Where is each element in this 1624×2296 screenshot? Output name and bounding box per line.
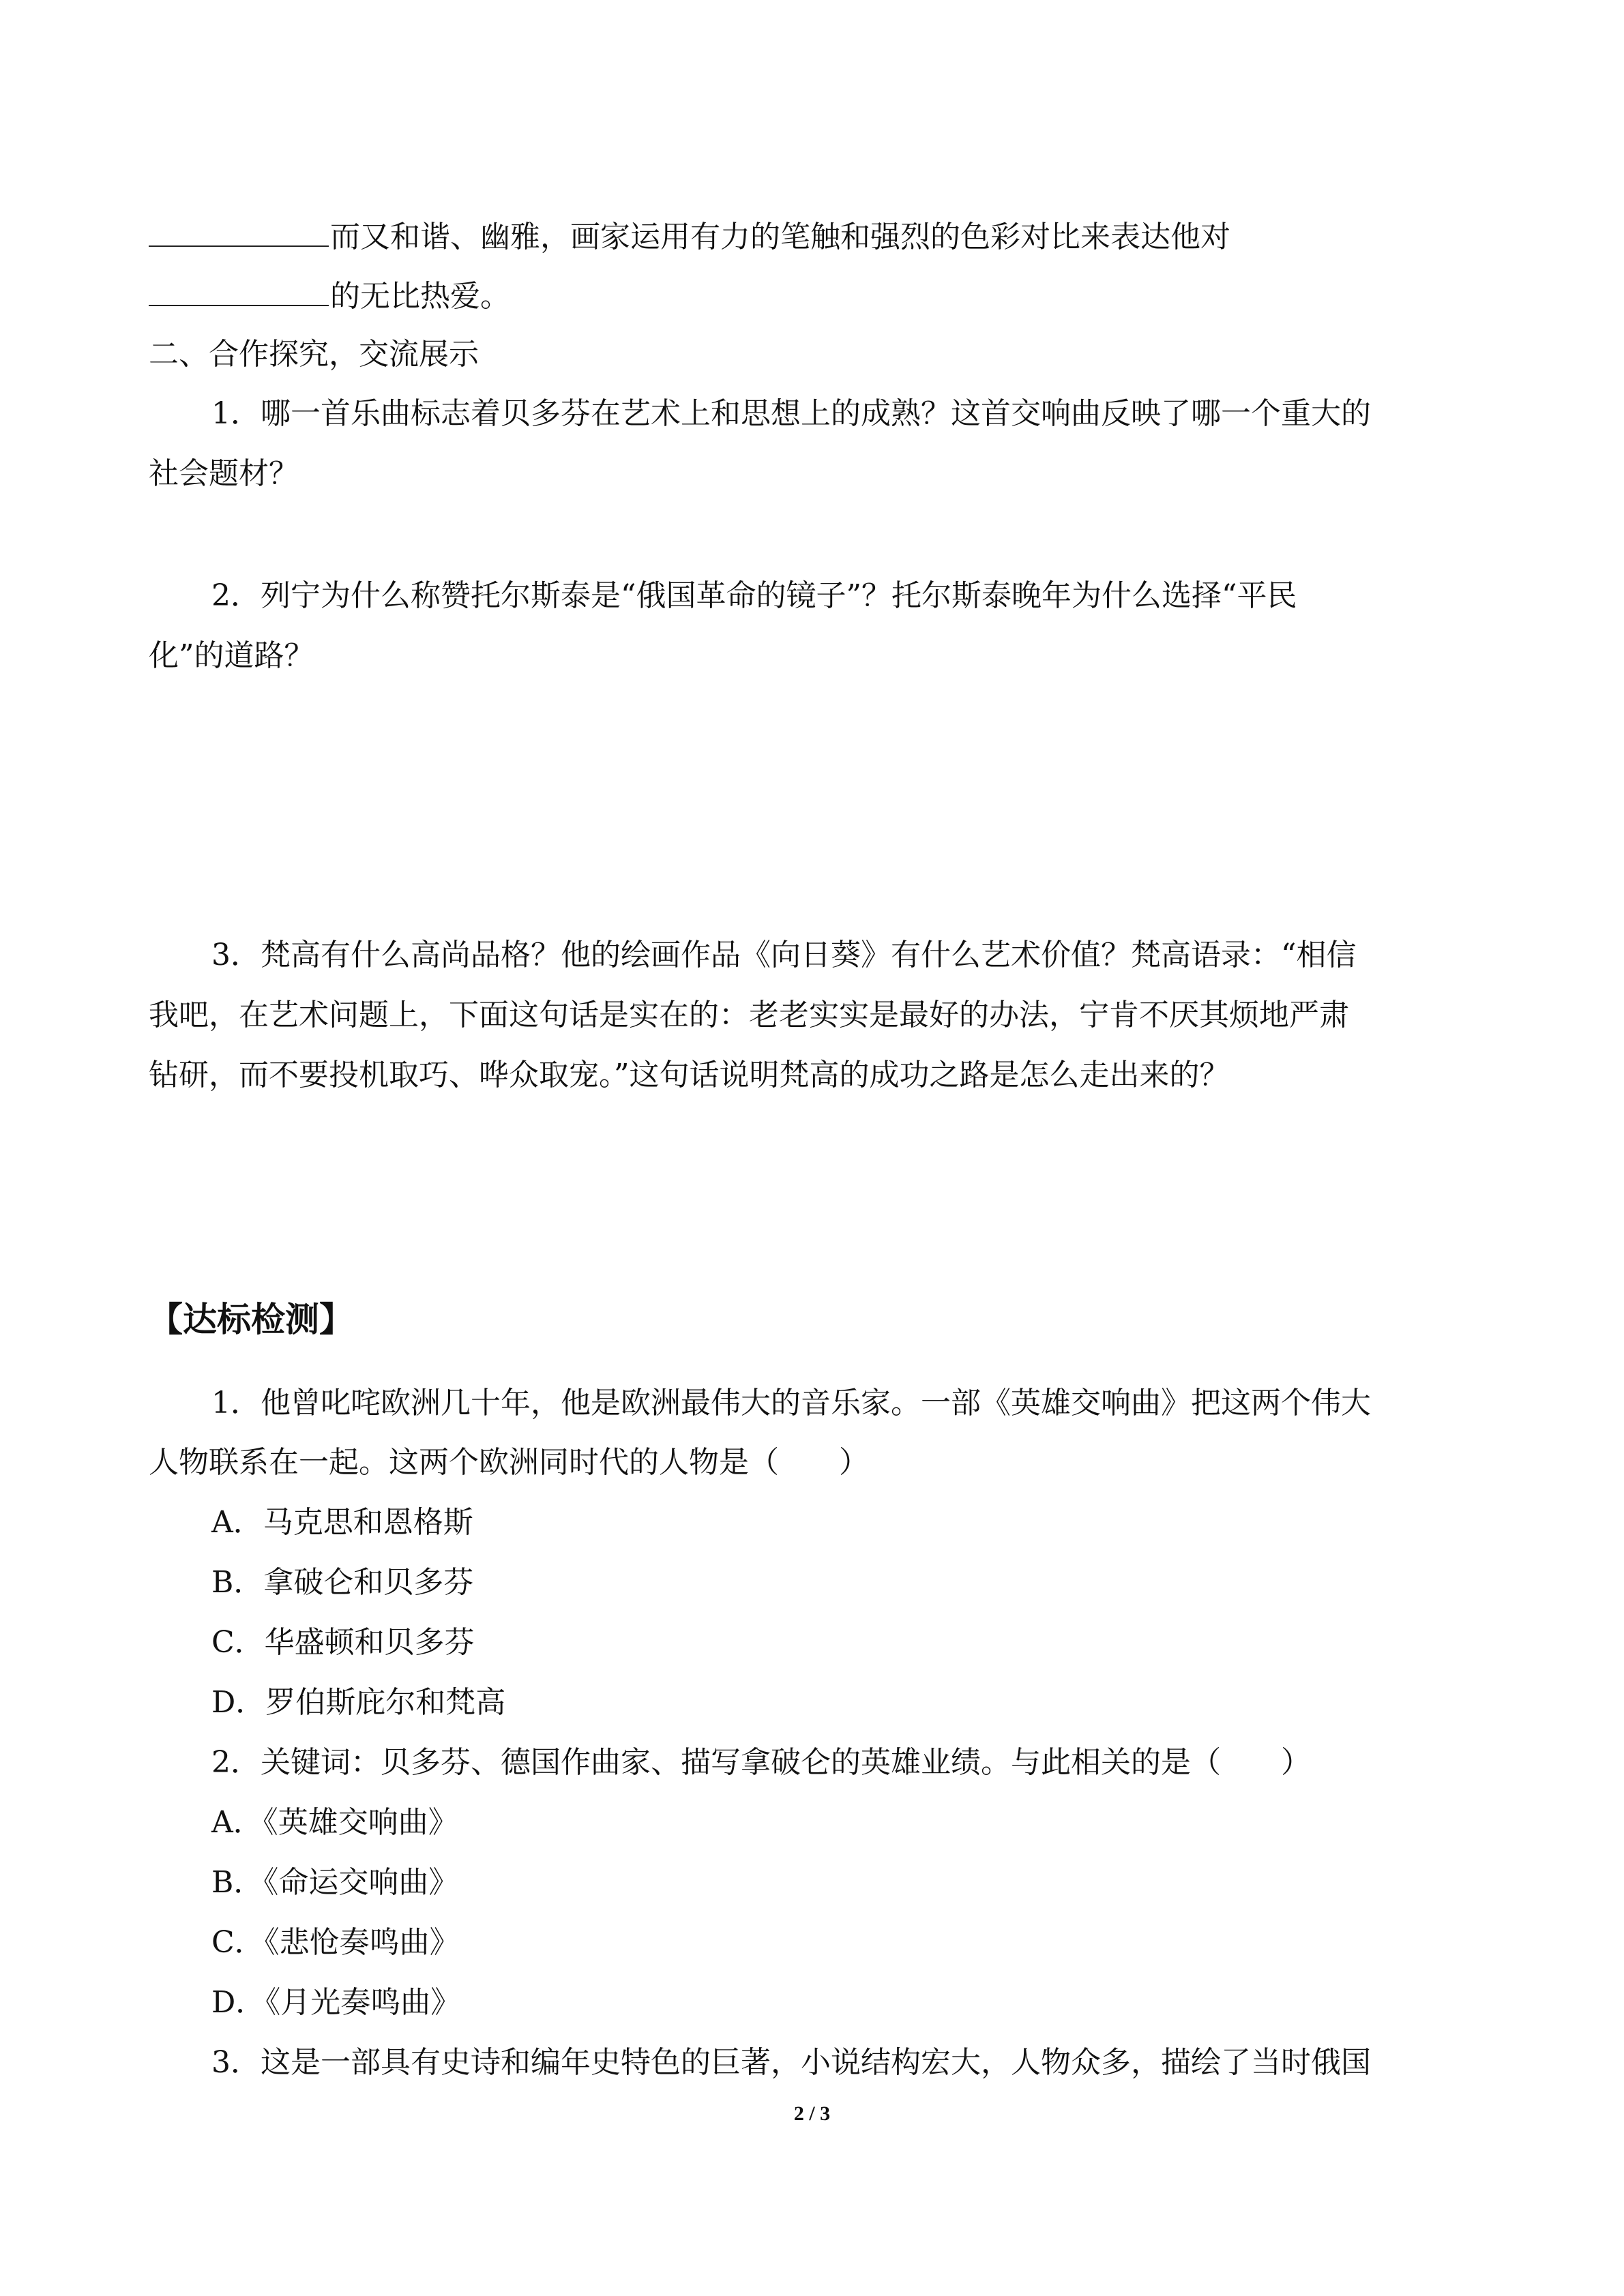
option-d[interactable]: D．《月光奏鸣曲》 bbox=[211, 1985, 461, 2020]
option-a[interactable]: A．马克思和恩格斯 bbox=[211, 1505, 473, 1540]
assessment-q2-line-1: 2．关键词：贝多芬、德国作曲家、描写拿破仑的英雄业绩。与此相关的是（ ） bbox=[211, 1745, 1311, 1780]
assessment-q1-line-2: 人物联系在一起。这两个欧洲同时代的人物是（ ） bbox=[149, 1445, 869, 1480]
assessment-q3-line-1: 3．这是一部具有史诗和编年史特色的巨著，小说结构宏大，人物众多，描绘了当时俄国 bbox=[211, 2045, 1371, 2080]
question-3-line-1: 3．梵高有什么高尚品格？他的绘画作品《向日葵》有什么艺术价值？梵高语录：“相信 bbox=[211, 938, 1357, 972]
page-number: 2 / 3 bbox=[793, 2102, 831, 2125]
question-3-line-2: 我吧，在艺术问题上，下面这句话是实在的：老老实实是最好的办法，宁肯不厌其烦地严肃 bbox=[149, 998, 1349, 1032]
question-3-line-3: 钻研，而不要投机取巧、哗众取宠。”这句话说明梵高的成功之路是怎么走出来的？ bbox=[149, 1058, 1230, 1092]
option-c[interactable]: C．华盛顿和贝多芬 bbox=[211, 1625, 475, 1660]
option-b[interactable]: B．拿破仑和贝多芬 bbox=[211, 1565, 474, 1600]
option-d[interactable]: D．罗伯斯庇尔和梵高 bbox=[211, 1685, 506, 1720]
option-c[interactable]: C．《悲怆奏鸣曲》 bbox=[211, 1925, 460, 1960]
section-heading: 二、合作探究，交流展示 bbox=[149, 337, 479, 372]
question-1-line-1: 1．哪一首乐曲标志着贝多芬在艺术上和思想上的成熟？这首交响曲反映了哪一个重大的 bbox=[211, 396, 1371, 431]
answer-blank[interactable] bbox=[149, 278, 329, 306]
question-2-line-1: 2．列宁为什么称赞托尔斯泰是“俄国革命的镜子”？托尔斯泰晚年为什么选择“平民 bbox=[211, 578, 1297, 613]
option-a[interactable]: A．《英雄交响曲》 bbox=[211, 1805, 458, 1840]
assessment-q1-line-1: 1．他曾叱咤欧洲几十年，他是欧洲最伟大的音乐家。一部《英雄交响曲》把这两个伟大 bbox=[211, 1386, 1371, 1420]
option-b[interactable]: B．《命运交响曲》 bbox=[211, 1865, 459, 1900]
fill-line-2-text: 的无比热爱。 bbox=[330, 279, 510, 314]
fill-line-2 bbox=[149, 276, 510, 317]
assessment-heading: 【达标检测】 bbox=[149, 1299, 353, 1339]
answer-blank[interactable] bbox=[149, 218, 329, 247]
question-1-line-2: 社会题材？ bbox=[149, 456, 299, 491]
fill-line-1-text: 而又和谐、幽雅，画家运用有力的笔触和强烈的色彩对比来表达他对 bbox=[330, 220, 1230, 254]
fill-line-1 bbox=[149, 217, 1230, 258]
question-2-line-2: 化”的道路？ bbox=[149, 638, 314, 673]
